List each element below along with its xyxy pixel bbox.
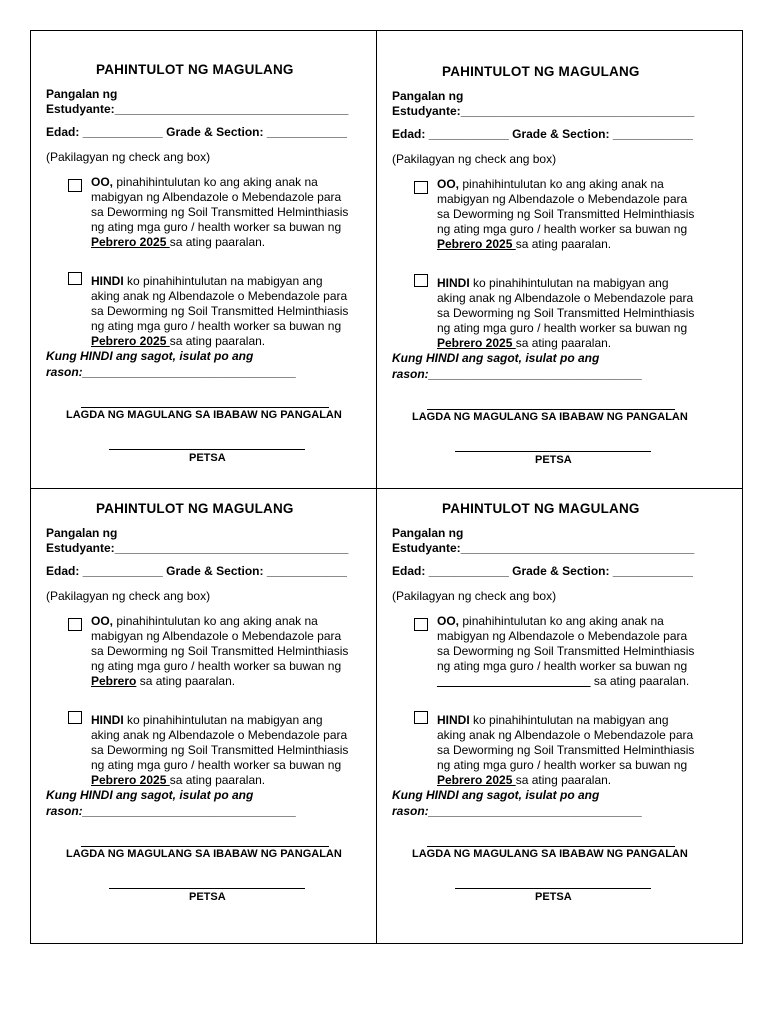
- grade-section-label: Grade & Section:: [166, 564, 264, 578]
- signature-line[interactable]: [81, 407, 329, 408]
- yes-checkbox[interactable]: [414, 181, 428, 194]
- check-instruction: (Pakilagyan ng check ang box): [392, 589, 557, 603]
- yes-line-3: sa Deworming ng Soil Transmitted Helminthiasis: [91, 205, 349, 219]
- no-month: Pebrero 2025: [91, 334, 170, 348]
- no-checkbox[interactable]: [414, 711, 428, 724]
- yes-line-3: sa Deworming ng Soil Transmitted Helminthiasis: [437, 644, 695, 658]
- no-keyword: HINDI: [91, 274, 124, 288]
- yes-line-4: ng ating mga guro / health worker sa buwan ng: [437, 222, 688, 236]
- consent-form-1: [31, 31, 377, 487]
- yes-keyword: OO,: [91, 175, 114, 189]
- no-line-3: sa Deworming ng Soil Transmitted Helminthiasis: [91, 304, 349, 318]
- yes-line-2: mabigyan ng Albendazole o Mebendazole para: [91, 629, 342, 643]
- signature-label: LAGDA NG MAGULANG SA IBABAW NG PANGALAN: [412, 848, 688, 860]
- student-name-blank[interactable]: ___________________________________: [114, 541, 349, 555]
- yes-month: Pebrero: [91, 674, 137, 688]
- student-name-label: Pangalan ng: [46, 87, 118, 101]
- sheet-border-bottom: [30, 943, 743, 944]
- student-name-row[interactable]: [46, 541, 348, 556]
- no-checkbox[interactable]: [68, 711, 82, 724]
- age-grade-row: [46, 564, 347, 579]
- form-title: PAHINTULOT NG MAGULANG: [96, 62, 294, 77]
- yes-line-4: ng ating mga guro / health worker sa buwan ng: [91, 659, 342, 673]
- yes-line-2: mabigyan ng Albendazole o Mebendazole para: [437, 192, 688, 206]
- date-label: PETSA: [189, 891, 226, 903]
- reason-blank[interactable]: ________________________________: [82, 804, 297, 818]
- no-keyword: HINDI: [437, 276, 470, 290]
- yes-tail: sa ating paaralan.: [515, 237, 612, 251]
- yes-consent-text: [437, 614, 694, 689]
- yes-keyword: OO,: [437, 177, 460, 191]
- no-checkbox[interactable]: [414, 274, 428, 287]
- age-label: Edad:: [46, 564, 80, 578]
- no-consent-text: [91, 274, 348, 349]
- grade-section-label: Grade & Section:: [512, 564, 610, 578]
- no-tail: sa ating paaralan.: [169, 773, 266, 787]
- grade-section-blank[interactable]: ____________: [266, 125, 347, 139]
- age-label: Edad:: [46, 125, 80, 139]
- no-line-2: aking anak ng Albendazole o Mebendazole para: [437, 728, 694, 742]
- no-line-2: aking anak ng Albendazole o Mebendazole para: [91, 289, 348, 303]
- yes-keyword: OO,: [91, 614, 114, 628]
- consent-form-sheet: [30, 30, 743, 944]
- yes-month: _______________________: [437, 674, 591, 688]
- no-line-4: ng ating mga guro / health worker sa buwan ng: [91, 319, 342, 333]
- date-line[interactable]: [109, 449, 305, 450]
- reason-label: rason:: [392, 804, 429, 818]
- grade-section-blank[interactable]: ____________: [612, 127, 693, 141]
- grade-section-label: Grade & Section:: [512, 127, 610, 141]
- date-line[interactable]: [109, 888, 305, 889]
- reason-prompt: Kung HINDI ang sagot, isulat po ang: [46, 788, 254, 802]
- no-line-1: ko pinahihintulutan na mabigyan ang: [123, 274, 323, 288]
- reason-label: rason:: [392, 367, 429, 381]
- yes-consent-text: [91, 614, 348, 689]
- no-checkbox[interactable]: [68, 272, 82, 285]
- check-instruction: (Pakilagyan ng check ang box): [46, 589, 211, 603]
- reason-label: rason:: [46, 365, 83, 379]
- yes-tail: sa ating paaralan.: [590, 674, 690, 688]
- no-month: Pebrero 2025: [91, 773, 170, 787]
- yes-line-1: pinahihintulutan ko ang aking anak na: [113, 175, 318, 189]
- yes-line-2: mabigyan ng Albendazole o Mebendazole para: [91, 190, 342, 204]
- no-line-1: ko pinahihintulutan na mabigyan ang: [123, 713, 323, 727]
- no-consent-text: [91, 713, 348, 788]
- yes-checkbox[interactable]: [68, 179, 82, 192]
- yes-tail: sa ating paaralan.: [136, 674, 236, 688]
- student-name-label: Pangalan ng: [392, 89, 464, 103]
- reason-row[interactable]: [392, 367, 642, 382]
- signature-line[interactable]: [81, 846, 329, 847]
- reason-prompt: Kung HINDI ang sagot, isulat po ang: [392, 788, 600, 802]
- date-line[interactable]: [455, 888, 651, 889]
- yes-line-4: ng ating mga guro / health worker sa buwan ng: [437, 659, 688, 673]
- no-line-1: ko pinahihintulutan na mabigyan ang: [469, 276, 669, 290]
- student-name-blank[interactable]: ___________________________________: [114, 102, 349, 116]
- check-instruction: (Pakilagyan ng check ang box): [392, 152, 557, 166]
- reason-label: rason:: [46, 804, 83, 818]
- grade-section-label: Grade & Section:: [166, 125, 264, 139]
- reason-prompt: Kung HINDI ang sagot, isulat po ang: [46, 349, 254, 363]
- age-grade-row: [392, 564, 693, 579]
- no-keyword: HINDI: [91, 713, 124, 727]
- no-line-1: ko pinahihintulutan na mabigyan ang: [469, 713, 669, 727]
- yes-consent-text: [91, 175, 348, 250]
- yes-consent-text: [437, 177, 694, 252]
- date-label: PETSA: [189, 452, 226, 464]
- student-name-row[interactable]: [46, 102, 348, 117]
- yes-keyword: OO,: [437, 614, 460, 628]
- yes-checkbox[interactable]: [68, 618, 82, 631]
- student-name-label-2: Estudyante:: [46, 102, 115, 116]
- student-name-blank[interactable]: ___________________________________: [460, 541, 695, 555]
- reason-row[interactable]: [46, 804, 296, 819]
- yes-line-1: pinahihintulutan ko ang aking anak na: [113, 614, 318, 628]
- no-consent-text: [437, 713, 694, 788]
- signature-line[interactable]: [427, 846, 675, 847]
- check-instruction: (Pakilagyan ng check ang box): [46, 150, 211, 164]
- no-tail: sa ating paaralan.: [515, 773, 612, 787]
- age-grade-row: [46, 125, 347, 140]
- no-line-4: ng ating mga guro / health worker sa buwan ng: [91, 758, 342, 772]
- reason-prompt: Kung HINDI ang sagot, isulat po ang: [392, 351, 600, 365]
- reason-blank[interactable]: ________________________________: [428, 804, 643, 818]
- age-grade-row: [392, 127, 693, 142]
- form-title: PAHINTULOT NG MAGULANG: [96, 501, 294, 516]
- date-line[interactable]: [455, 451, 651, 452]
- student-name-label-2: Estudyante:: [46, 541, 115, 555]
- consent-form-4: [377, 470, 723, 926]
- no-month: Pebrero 2025: [437, 773, 516, 787]
- no-line-4: ng ating mga guro / health worker sa buwan ng: [437, 321, 688, 335]
- signature-label: LAGDA NG MAGULANG SA IBABAW NG PANGALAN: [66, 848, 342, 860]
- yes-month: Pebrero 2025: [437, 237, 516, 251]
- signature-label: LAGDA NG MAGULANG SA IBABAW NG PANGALAN: [66, 409, 342, 421]
- date-label: PETSA: [535, 454, 572, 466]
- yes-line-1: pinahihintulutan ko ang aking anak na: [459, 177, 664, 191]
- consent-form-3: [31, 470, 377, 926]
- sheet-border-right: [742, 30, 743, 944]
- no-line-2: aking anak ng Albendazole o Mebendazole para: [437, 291, 694, 305]
- age-label: Edad:: [392, 564, 426, 578]
- yes-tail: sa ating paaralan.: [169, 235, 266, 249]
- date-label: PETSA: [535, 891, 572, 903]
- age-label: Edad:: [392, 127, 426, 141]
- reason-row[interactable]: [392, 804, 642, 819]
- yes-line-3: sa Deworming ng Soil Transmitted Helminthiasis: [437, 207, 695, 221]
- no-keyword: HINDI: [437, 713, 470, 727]
- yes-checkbox[interactable]: [414, 618, 428, 631]
- student-name-row[interactable]: [392, 104, 694, 119]
- reason-blank[interactable]: ________________________________: [82, 365, 297, 379]
- student-name-row[interactable]: [392, 541, 694, 556]
- yes-line-2: mabigyan ng Albendazole o Mebendazole para: [437, 629, 688, 643]
- no-line-3: sa Deworming ng Soil Transmitted Helminthiasis: [91, 743, 349, 757]
- age-blank[interactable]: ____________: [82, 125, 163, 139]
- no-consent-text: [437, 276, 694, 351]
- no-line-3: sa Deworming ng Soil Transmitted Helminthiasis: [437, 743, 695, 757]
- student-name-label: Pangalan ng: [392, 526, 464, 540]
- no-line-3: sa Deworming ng Soil Transmitted Helminthiasis: [437, 306, 695, 320]
- age-blank[interactable]: ____________: [428, 564, 509, 578]
- yes-line-4: ng ating mga guro / health worker sa buwan ng: [91, 220, 342, 234]
- grade-section-blank[interactable]: ____________: [612, 564, 693, 578]
- reason-blank[interactable]: ________________________________: [428, 367, 643, 381]
- no-month: Pebrero 2025: [437, 336, 516, 350]
- age-blank[interactable]: ____________: [428, 127, 509, 141]
- no-tail: sa ating paaralan.: [169, 334, 266, 348]
- no-tail: sa ating paaralan.: [515, 336, 612, 350]
- form-title: PAHINTULOT NG MAGULANG: [442, 501, 640, 516]
- signature-line[interactable]: [427, 409, 675, 410]
- consent-form-2: [377, 33, 723, 489]
- yes-month: Pebrero 2025: [91, 235, 170, 249]
- student-name-label-2: Estudyante:: [392, 541, 461, 555]
- grade-section-blank[interactable]: ____________: [266, 564, 347, 578]
- no-line-4: ng ating mga guro / health worker sa buwan ng: [437, 758, 688, 772]
- no-line-2: aking anak ng Albendazole o Mebendazole para: [91, 728, 348, 742]
- reason-row[interactable]: [46, 365, 296, 380]
- age-blank[interactable]: ____________: [82, 564, 163, 578]
- student-name-label: Pangalan ng: [46, 526, 118, 540]
- yes-line-1: pinahihintulutan ko ang aking anak na: [459, 614, 664, 628]
- form-title: PAHINTULOT NG MAGULANG: [442, 64, 640, 79]
- signature-label: LAGDA NG MAGULANG SA IBABAW NG PANGALAN: [412, 411, 688, 423]
- student-name-blank[interactable]: ___________________________________: [460, 104, 695, 118]
- student-name-label-2: Estudyante:: [392, 104, 461, 118]
- yes-line-3: sa Deworming ng Soil Transmitted Helminthiasis: [91, 644, 349, 658]
